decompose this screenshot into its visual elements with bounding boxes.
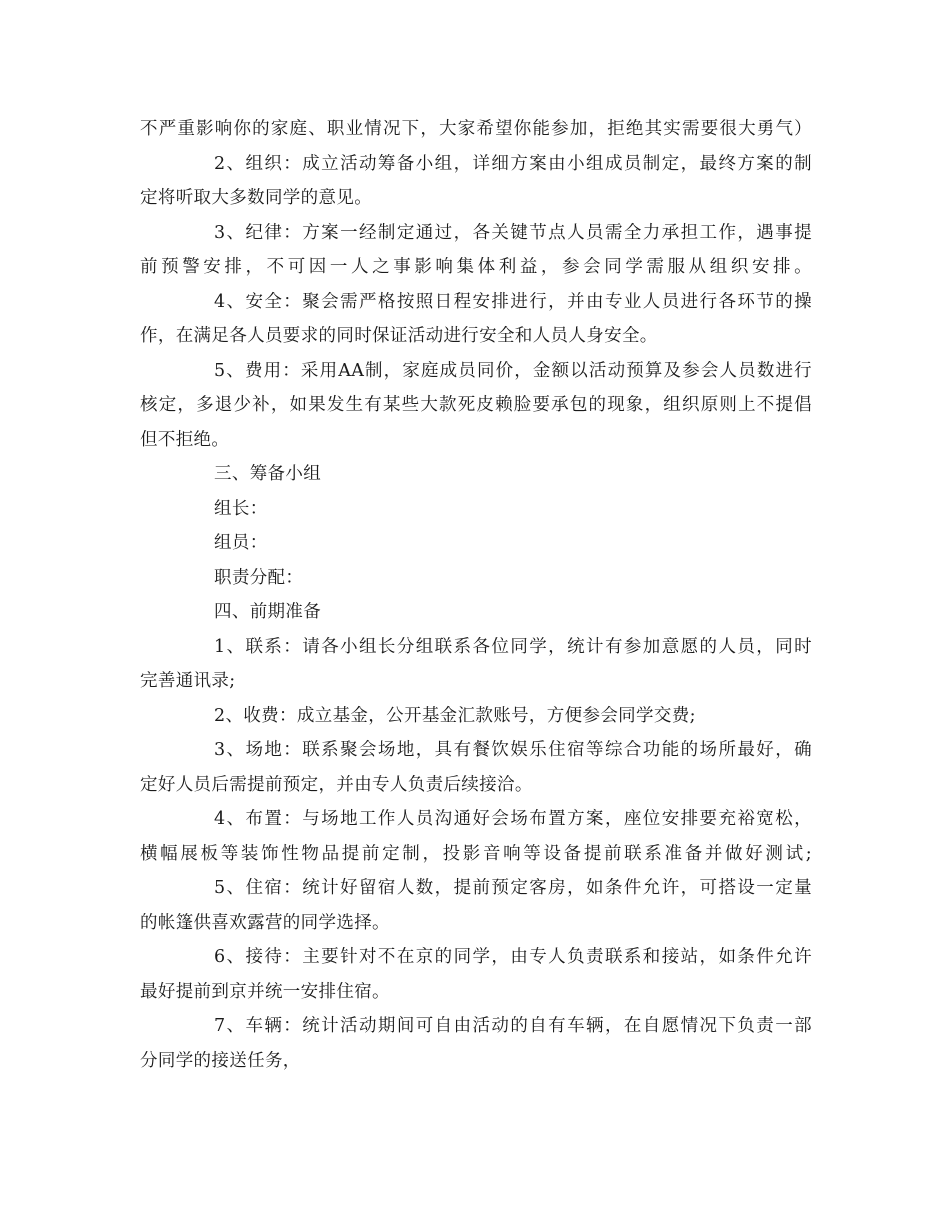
paragraph-line: 6、接待：主要针对不在京的同学，由专人负责联系和接站，如条件允许	[214, 947, 812, 967]
paragraph-line: 但不拒绝。	[140, 429, 230, 450]
paragraph-line: 核定，多退少补，如果发生有某些大款死皮赖脸要承包的现象，组织原则上不提倡	[140, 395, 812, 415]
paragraph-line: 横幅展板等装饰性物品提前定制，投影音响等设备提前联系准备并做好测试;	[140, 843, 812, 864]
paragraph-line: 3、场地：联系聚会场地，具有餐饮娱乐住宿等综合功能的场所最好，确	[214, 740, 812, 760]
paragraph-line: 4、安全：聚会需严格按照日程安排进行，并由专业人员进行各环节的操	[214, 291, 812, 312]
paragraph-line: 3、纪律：方案一经制定通过，各关键节点人员需全力承担工作，遇事提	[214, 222, 812, 243]
paragraph-line: 分同学的接送任务，	[140, 1050, 301, 1071]
paragraph-line: 前预警安排，不可因一人之事影响集体利益，参会同学需服从组织安排。	[140, 257, 812, 277]
field-label-members: 组员：	[214, 533, 268, 553]
paragraph-line: 作，在满足各人员要求的同时保证活动进行安全和人员人身安全。	[140, 326, 658, 346]
document-body	[140, 112, 812, 1078]
paragraph-line: 定将听取大多数同学的意见。	[140, 188, 373, 208]
paragraph-line: 不严重影响你的家庭、职业情况下，大家希望你能参加，拒绝其实需要很大勇气）	[140, 119, 812, 139]
paragraph-line: 2、组织：成立活动筹备小组，详细方案由小组成员制定，最终方案的制	[214, 153, 812, 174]
paragraph-line: 4、布置：与场地工作人员沟通好会场布置方案，座位安排要充裕宽松，	[214, 809, 812, 829]
paragraph-line: 7、车辆：统计活动期间可自由活动的自有车辆，在自愿情况下负责一部	[214, 1016, 812, 1036]
section-heading: 三、筹备小组	[214, 464, 322, 484]
paragraph-line: 完善通讯录;	[140, 671, 236, 691]
paragraph-line: 5、住宿：统计好留宿人数，提前预定客房，如条件允许，可搭设一定量	[214, 878, 812, 898]
paragraph-line: 2、收费：成立基金，公开基金汇款账号，方便参会同学交费;	[214, 705, 696, 726]
paragraph-line: 最好提前到京并统一安排住宿。	[140, 981, 390, 1002]
paragraph-line: 定好人员后需提前预定，并由专人负责后续接洽。	[140, 774, 533, 795]
paragraph-line: 的帐篷供喜欢露营的同学选择。	[140, 912, 390, 933]
field-label-duties: 职责分配：	[214, 567, 304, 588]
paragraph-line: 5、费用：采用AA制，家庭成员同价，金额以活动预算及参会人员数进行	[214, 360, 812, 381]
field-label-leader: 组长：	[214, 498, 268, 519]
paragraph-line: 1、联系：请各小组长分组联系各位同学，统计有参加意愿的人员，同时	[214, 636, 812, 657]
section-heading: 四、前期准备	[214, 602, 322, 622]
